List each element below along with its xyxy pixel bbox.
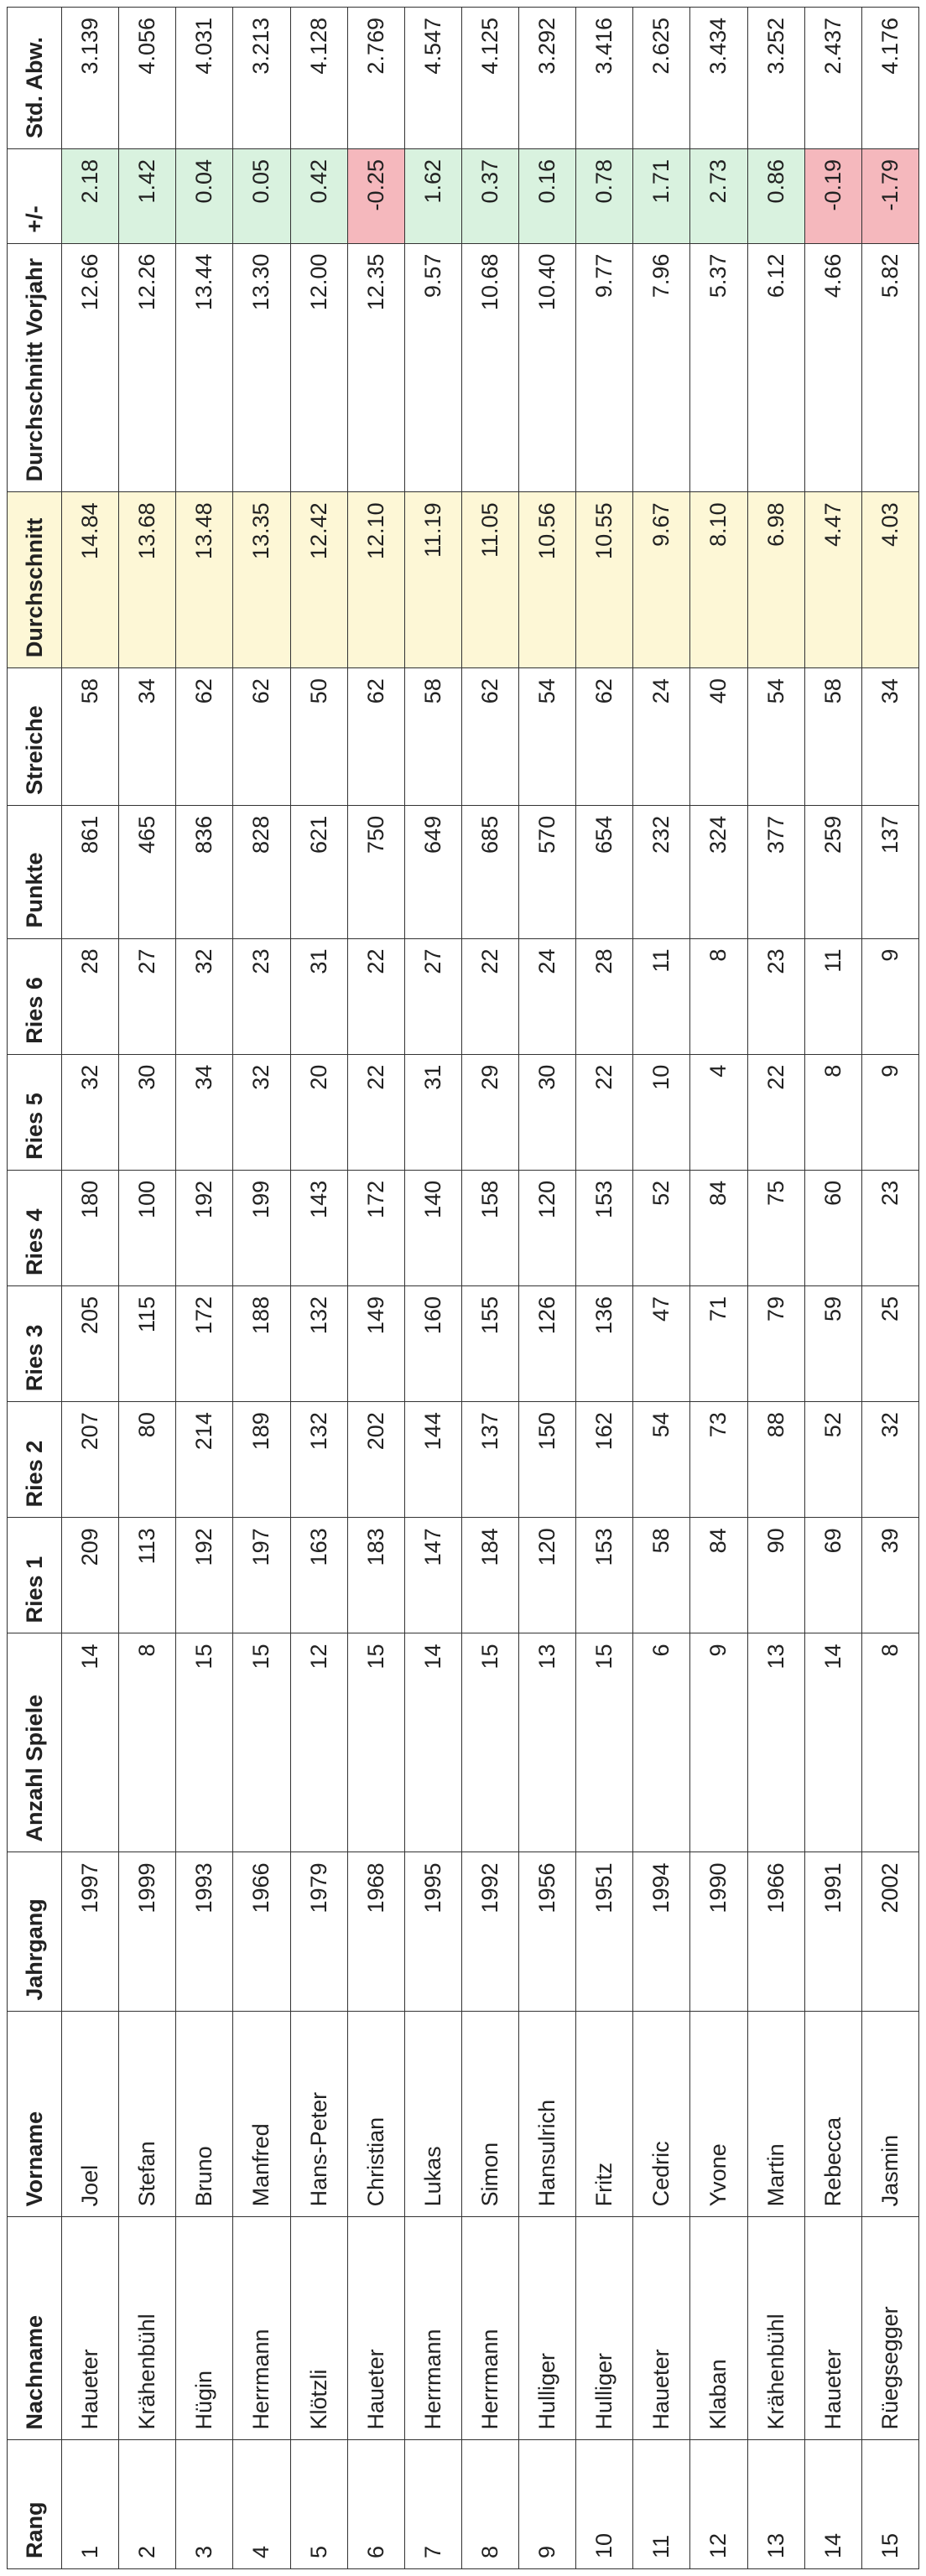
cell-ries-5: 32 — [62, 1054, 119, 1170]
cell-std-abw: 2.437 — [804, 8, 861, 149]
cell-plus-minus: 1.71 — [633, 148, 690, 243]
cell-rang: 1 — [62, 2440, 119, 2569]
cell-ries-5: 30 — [519, 1054, 576, 1170]
cell-vorname: Jasmin — [861, 2011, 918, 2217]
cell-durchschnitt-vorjahr: 9.57 — [404, 243, 461, 492]
cell-plus-minus: 1.62 — [404, 148, 461, 243]
cell-std-abw: 3.139 — [62, 8, 119, 149]
cell-streiche: 54 — [519, 668, 576, 806]
cell-rang: 12 — [690, 2440, 747, 2569]
cell-ries-6: 28 — [62, 938, 119, 1054]
cell-plus-minus: -0.25 — [347, 148, 404, 243]
cell-ries-1: 90 — [747, 1518, 804, 1633]
cell-durchschnitt: 10.56 — [519, 492, 576, 668]
table-body — [62, 8, 919, 2569]
cell-vorname: Rebecca — [804, 2011, 861, 2217]
cell-ries-1: 113 — [119, 1518, 176, 1633]
cell-nachname: Haueter — [804, 2217, 861, 2440]
cell-ries-2: 189 — [233, 1402, 290, 1518]
cell-ries-6: 22 — [461, 938, 518, 1054]
cell-anzahl-spiele: 8 — [861, 1633, 918, 1852]
cell-punkte: 377 — [747, 805, 804, 938]
cell-ries-1: 39 — [861, 1518, 918, 1633]
header-row — [8, 8, 62, 2569]
cell-ries-1: 120 — [519, 1518, 576, 1633]
cell-rang: 5 — [290, 2440, 347, 2569]
cell-ries-3: 47 — [633, 1286, 690, 1402]
cell-punkte: 836 — [176, 805, 233, 938]
cell-ries-1: 197 — [233, 1518, 290, 1633]
cell-rang: 13 — [747, 2440, 804, 2569]
column-header-ries-3: Ries 3 — [8, 1286, 62, 1402]
cell-ries-4: 52 — [633, 1170, 690, 1285]
cell-ries-5: 22 — [747, 1054, 804, 1170]
cell-ries-3: 126 — [519, 1286, 576, 1402]
cell-jahrgang: 1991 — [804, 1852, 861, 2011]
column-header-ries-1: Ries 1 — [8, 1518, 62, 1633]
cell-vorname: Stefan — [119, 2011, 176, 2217]
cell-rang: 11 — [633, 2440, 690, 2569]
cell-ries-5: 30 — [119, 1054, 176, 1170]
cell-plus-minus: 2.73 — [690, 148, 747, 243]
cell-durchschnitt: 12.42 — [290, 492, 347, 668]
cell-plus-minus: 2.18 — [62, 148, 119, 243]
column-header-durchschnitt: Durchschnitt — [8, 492, 62, 668]
cell-std-abw: 3.252 — [747, 8, 804, 149]
cell-ries-5: 20 — [290, 1054, 347, 1170]
cell-ries-6: 27 — [119, 938, 176, 1054]
cell-ries-1: 192 — [176, 1518, 233, 1633]
cell-durchschnitt-vorjahr: 4.66 — [804, 243, 861, 492]
cell-durchschnitt: 13.68 — [119, 492, 176, 668]
cell-ries-4: 199 — [233, 1170, 290, 1285]
cell-durchschnitt: 9.67 — [633, 492, 690, 668]
cell-ries-6: 27 — [404, 938, 461, 1054]
cell-durchschnitt-vorjahr: 12.00 — [290, 243, 347, 492]
cell-nachname: Haueter — [62, 2217, 119, 2440]
cell-punkte: 465 — [119, 805, 176, 938]
cell-anzahl-spiele: 13 — [747, 1633, 804, 1852]
cell-ries-3: 25 — [861, 1286, 918, 1402]
cell-ries-4: 23 — [861, 1170, 918, 1285]
rotated-table-container — [7, 7, 919, 2569]
cell-std-abw: 2.769 — [347, 8, 404, 149]
cell-std-abw: 4.125 — [461, 8, 518, 149]
cell-nachname: Krähenbühl — [119, 2217, 176, 2440]
cell-nachname: Krähenbühl — [747, 2217, 804, 2440]
cell-ries-1: 183 — [347, 1518, 404, 1633]
cell-jahrgang: 1966 — [233, 1852, 290, 2011]
cell-vorname: Joel — [62, 2011, 119, 2217]
cell-streiche: 58 — [804, 668, 861, 806]
cell-ries-3: 132 — [290, 1286, 347, 1402]
cell-ries-4: 120 — [519, 1170, 576, 1285]
cell-ries-3: 136 — [576, 1286, 633, 1402]
cell-anzahl-spiele: 12 — [290, 1633, 347, 1852]
cell-rang: 3 — [176, 2440, 233, 2569]
table-row — [290, 8, 347, 2569]
cell-plus-minus: 0.86 — [747, 148, 804, 243]
cell-ries-2: 88 — [747, 1402, 804, 1518]
cell-streiche: 40 — [690, 668, 747, 806]
cell-punkte: 259 — [804, 805, 861, 938]
cell-ries-3: 172 — [176, 1286, 233, 1402]
cell-ries-2: 214 — [176, 1402, 233, 1518]
ranking-sheet — [7, 7, 919, 2569]
cell-ries-4: 180 — [62, 1170, 119, 1285]
table-row — [747, 8, 804, 2569]
cell-streiche: 62 — [347, 668, 404, 806]
cell-anzahl-spiele: 15 — [461, 1633, 518, 1852]
cell-ries-5: 4 — [690, 1054, 747, 1170]
cell-vorname: Fritz — [576, 2011, 633, 2217]
cell-ries-4: 60 — [804, 1170, 861, 1285]
cell-streiche: 58 — [62, 668, 119, 806]
cell-punkte: 232 — [633, 805, 690, 938]
cell-durchschnitt: 11.05 — [461, 492, 518, 668]
column-header-ries-6: Ries 6 — [8, 938, 62, 1054]
cell-nachname: Hulliger — [519, 2217, 576, 2440]
cell-vorname: Cedric — [633, 2011, 690, 2217]
cell-streiche: 24 — [633, 668, 690, 806]
cell-plus-minus: 0.05 — [233, 148, 290, 243]
cell-nachname: Haueter — [347, 2217, 404, 2440]
table-header — [8, 8, 62, 2569]
cell-ries-3: 79 — [747, 1286, 804, 1402]
column-header-jahrgang: Jahrgang — [8, 1852, 62, 2011]
cell-rang: 8 — [461, 2440, 518, 2569]
cell-ries-5: 9 — [861, 1054, 918, 1170]
cell-durchschnitt-vorjahr: 10.68 — [461, 243, 518, 492]
cell-ries-6: 24 — [519, 938, 576, 1054]
cell-ries-1: 184 — [461, 1518, 518, 1633]
cell-std-abw: 4.031 — [176, 8, 233, 149]
cell-punkte: 570 — [519, 805, 576, 938]
column-header-plus-minus: +/- — [8, 148, 62, 243]
column-header-std-abw: Std. Abw. — [8, 8, 62, 149]
cell-anzahl-spiele: 14 — [62, 1633, 119, 1852]
cell-anzahl-spiele: 15 — [233, 1633, 290, 1852]
cell-rang: 2 — [119, 2440, 176, 2569]
ranking-table — [7, 7, 919, 2569]
cell-rang: 4 — [233, 2440, 290, 2569]
cell-rang: 10 — [576, 2440, 633, 2569]
cell-punkte: 137 — [861, 805, 918, 938]
cell-ries-2: 52 — [804, 1402, 861, 1518]
cell-durchschnitt: 11.19 — [404, 492, 461, 668]
cell-std-abw: 3.416 — [576, 8, 633, 149]
cell-durchschnitt: 14.84 — [62, 492, 119, 668]
cell-streiche: 58 — [404, 668, 461, 806]
cell-ries-1: 209 — [62, 1518, 119, 1633]
cell-streiche: 62 — [233, 668, 290, 806]
cell-nachname: Haueter — [633, 2217, 690, 2440]
cell-ries-3: 160 — [404, 1286, 461, 1402]
table-row — [861, 8, 918, 2569]
cell-streiche: 34 — [119, 668, 176, 806]
cell-anzahl-spiele: 14 — [404, 1633, 461, 1852]
cell-plus-minus: 0.78 — [576, 148, 633, 243]
cell-ries-2: 207 — [62, 1402, 119, 1518]
cell-ries-3: 59 — [804, 1286, 861, 1402]
cell-punkte: 685 — [461, 805, 518, 938]
table-row — [519, 8, 576, 2569]
cell-ries-6: 28 — [576, 938, 633, 1054]
table-row — [461, 8, 518, 2569]
cell-plus-minus: 0.16 — [519, 148, 576, 243]
cell-ries-2: 137 — [461, 1402, 518, 1518]
cell-anzahl-spiele: 9 — [690, 1633, 747, 1852]
cell-vorname: Hansulrich — [519, 2011, 576, 2217]
cell-jahrgang: 1956 — [519, 1852, 576, 2011]
cell-ries-1: 163 — [290, 1518, 347, 1633]
cell-std-abw: 3.292 — [519, 8, 576, 149]
cell-ries-1: 69 — [804, 1518, 861, 1633]
cell-ries-1: 153 — [576, 1518, 633, 1633]
cell-punkte: 649 — [404, 805, 461, 938]
cell-rang: 14 — [804, 2440, 861, 2569]
cell-ries-6: 22 — [347, 938, 404, 1054]
cell-durchschnitt-vorjahr: 5.82 — [861, 243, 918, 492]
cell-durchschnitt: 13.35 — [233, 492, 290, 668]
cell-ries-2: 32 — [861, 1402, 918, 1518]
cell-jahrgang: 1993 — [176, 1852, 233, 2011]
cell-nachname: Hulliger — [576, 2217, 633, 2440]
cell-punkte: 828 — [233, 805, 290, 938]
table-row — [804, 8, 861, 2569]
cell-ries-4: 100 — [119, 1170, 176, 1285]
column-header-anzahl-spiele: Anzahl Spiele — [8, 1633, 62, 1852]
cell-ries-2: 80 — [119, 1402, 176, 1518]
column-header-ries-2: Ries 2 — [8, 1402, 62, 1518]
cell-ries-4: 172 — [347, 1170, 404, 1285]
cell-rang: 7 — [404, 2440, 461, 2569]
cell-plus-minus: 0.37 — [461, 148, 518, 243]
cell-jahrgang: 1990 — [690, 1852, 747, 2011]
cell-punkte: 654 — [576, 805, 633, 938]
cell-ries-5: 29 — [461, 1054, 518, 1170]
cell-ries-6: 32 — [176, 938, 233, 1054]
column-header-streiche: Streiche — [8, 668, 62, 806]
cell-ries-5: 22 — [347, 1054, 404, 1170]
cell-jahrgang: 2002 — [861, 1852, 918, 2011]
cell-ries-4: 140 — [404, 1170, 461, 1285]
cell-ries-3: 115 — [119, 1286, 176, 1402]
cell-ries-2: 73 — [690, 1402, 747, 1518]
cell-ries-5: 32 — [233, 1054, 290, 1170]
cell-durchschnitt-vorjahr: 9.77 — [576, 243, 633, 492]
cell-durchschnitt: 8.10 — [690, 492, 747, 668]
cell-durchschnitt: 13.48 — [176, 492, 233, 668]
cell-ries-6: 31 — [290, 938, 347, 1054]
cell-streiche: 62 — [461, 668, 518, 806]
cell-jahrgang: 1979 — [290, 1852, 347, 2011]
cell-anzahl-spiele: 14 — [804, 1633, 861, 1852]
cell-ries-6: 11 — [633, 938, 690, 1054]
cell-ries-2: 54 — [633, 1402, 690, 1518]
cell-streiche: 50 — [290, 668, 347, 806]
cell-streiche: 62 — [576, 668, 633, 806]
cell-vorname: Christian — [347, 2011, 404, 2217]
cell-ries-1: 147 — [404, 1518, 461, 1633]
cell-ries-3: 205 — [62, 1286, 119, 1402]
cell-nachname: Herrmann — [233, 2217, 290, 2440]
cell-std-abw: 4.128 — [290, 8, 347, 149]
cell-ries-3: 155 — [461, 1286, 518, 1402]
table-row — [62, 8, 119, 2569]
cell-jahrgang: 1951 — [576, 1852, 633, 2011]
cell-rang: 6 — [347, 2440, 404, 2569]
cell-jahrgang: 1966 — [747, 1852, 804, 2011]
cell-ries-5: 34 — [176, 1054, 233, 1170]
cell-ries-3: 149 — [347, 1286, 404, 1402]
cell-ries-1: 58 — [633, 1518, 690, 1633]
cell-ries-2: 162 — [576, 1402, 633, 1518]
cell-anzahl-spiele: 6 — [633, 1633, 690, 1852]
cell-nachname: Rüegsegger — [861, 2217, 918, 2440]
cell-ries-3: 188 — [233, 1286, 290, 1402]
cell-ries-5: 31 — [404, 1054, 461, 1170]
cell-ries-5: 22 — [576, 1054, 633, 1170]
cell-durchschnitt-vorjahr: 12.35 — [347, 243, 404, 492]
cell-durchschnitt-vorjahr: 13.30 — [233, 243, 290, 492]
cell-vorname: Manfred — [233, 2011, 290, 2217]
cell-anzahl-spiele: 15 — [176, 1633, 233, 1852]
cell-punkte: 861 — [62, 805, 119, 938]
table-row — [233, 8, 290, 2569]
cell-durchschnitt: 4.03 — [861, 492, 918, 668]
cell-ries-6: 23 — [233, 938, 290, 1054]
cell-durchschnitt: 4.47 — [804, 492, 861, 668]
cell-durchschnitt-vorjahr: 6.12 — [747, 243, 804, 492]
cell-vorname: Martin — [747, 2011, 804, 2217]
cell-ries-6: 11 — [804, 938, 861, 1054]
cell-vorname: Simon — [461, 2011, 518, 2217]
cell-durchschnitt: 12.10 — [347, 492, 404, 668]
cell-plus-minus: 0.04 — [176, 148, 233, 243]
cell-std-abw: 2.625 — [633, 8, 690, 149]
cell-ries-2: 202 — [347, 1402, 404, 1518]
cell-std-abw: 3.213 — [233, 8, 290, 149]
cell-nachname: Hügin — [176, 2217, 233, 2440]
cell-nachname: Klötzli — [290, 2217, 347, 2440]
cell-std-abw: 4.176 — [861, 8, 918, 149]
cell-std-abw: 4.056 — [119, 8, 176, 149]
cell-jahrgang: 1999 — [119, 1852, 176, 2011]
cell-ries-4: 75 — [747, 1170, 804, 1285]
cell-ries-6: 8 — [690, 938, 747, 1054]
cell-nachname: Herrmann — [404, 2217, 461, 2440]
cell-jahrgang: 1968 — [347, 1852, 404, 2011]
cell-punkte: 324 — [690, 805, 747, 938]
column-header-punkte: Punkte — [8, 805, 62, 938]
cell-ries-4: 192 — [176, 1170, 233, 1285]
cell-durchschnitt-vorjahr: 7.96 — [633, 243, 690, 492]
cell-rang: 15 — [861, 2440, 918, 2569]
cell-vorname: Lukas — [404, 2011, 461, 2217]
table-row — [633, 8, 690, 2569]
cell-ries-4: 153 — [576, 1170, 633, 1285]
cell-streiche: 54 — [747, 668, 804, 806]
cell-anzahl-spiele: 15 — [347, 1633, 404, 1852]
cell-streiche: 62 — [176, 668, 233, 806]
table-row — [576, 8, 633, 2569]
cell-plus-minus: -0.19 — [804, 148, 861, 243]
cell-ries-2: 132 — [290, 1402, 347, 1518]
column-header-ries-4: Ries 4 — [8, 1170, 62, 1285]
cell-durchschnitt-vorjahr: 10.40 — [519, 243, 576, 492]
cell-plus-minus: -1.79 — [861, 148, 918, 243]
table-row — [347, 8, 404, 2569]
cell-vorname: Hans-Peter — [290, 2011, 347, 2217]
column-header-vorname: Vorname — [8, 2011, 62, 2217]
cell-ries-1: 84 — [690, 1518, 747, 1633]
cell-ries-2: 150 — [519, 1402, 576, 1518]
cell-ries-6: 9 — [861, 938, 918, 1054]
cell-ries-6: 23 — [747, 938, 804, 1054]
cell-ries-5: 10 — [633, 1054, 690, 1170]
cell-ries-5: 8 — [804, 1054, 861, 1170]
column-header-durchschnitt-vorjahr: Durchschnitt Vorjahr — [8, 243, 62, 492]
cell-std-abw: 3.434 — [690, 8, 747, 149]
cell-ries-3: 71 — [690, 1286, 747, 1402]
cell-jahrgang: 1995 — [404, 1852, 461, 2011]
column-header-ries-5: Ries 5 — [8, 1054, 62, 1170]
cell-nachname: Herrmann — [461, 2217, 518, 2440]
cell-jahrgang: 1992 — [461, 1852, 518, 2011]
cell-ries-2: 144 — [404, 1402, 461, 1518]
cell-vorname: Yvone — [690, 2011, 747, 2217]
cell-ries-4: 158 — [461, 1170, 518, 1285]
table-row — [176, 8, 233, 2569]
cell-nachname: Klaban — [690, 2217, 747, 2440]
cell-punkte: 750 — [347, 805, 404, 938]
cell-jahrgang: 1997 — [62, 1852, 119, 2011]
cell-jahrgang: 1994 — [633, 1852, 690, 2011]
cell-punkte: 621 — [290, 805, 347, 938]
cell-plus-minus: 1.42 — [119, 148, 176, 243]
cell-durchschnitt-vorjahr: 12.66 — [62, 243, 119, 492]
column-header-rang: Rang — [8, 2440, 62, 2569]
table-row — [119, 8, 176, 2569]
cell-anzahl-spiele: 13 — [519, 1633, 576, 1852]
cell-durchschnitt-vorjahr: 13.44 — [176, 243, 233, 492]
column-header-nachname: Nachname — [8, 2217, 62, 2440]
cell-streiche: 34 — [861, 668, 918, 806]
cell-rang: 9 — [519, 2440, 576, 2569]
cell-anzahl-spiele: 8 — [119, 1633, 176, 1852]
table-row — [404, 8, 461, 2569]
cell-durchschnitt: 6.98 — [747, 492, 804, 668]
cell-plus-minus: 0.42 — [290, 148, 347, 243]
table-row — [690, 8, 747, 2569]
cell-vorname: Bruno — [176, 2011, 233, 2217]
cell-anzahl-spiele: 15 — [576, 1633, 633, 1852]
cell-durchschnitt: 10.55 — [576, 492, 633, 668]
cell-durchschnitt-vorjahr: 5.37 — [690, 243, 747, 492]
cell-durchschnitt-vorjahr: 12.26 — [119, 243, 176, 492]
cell-ries-4: 143 — [290, 1170, 347, 1285]
cell-ries-4: 84 — [690, 1170, 747, 1285]
cell-std-abw: 4.547 — [404, 8, 461, 149]
